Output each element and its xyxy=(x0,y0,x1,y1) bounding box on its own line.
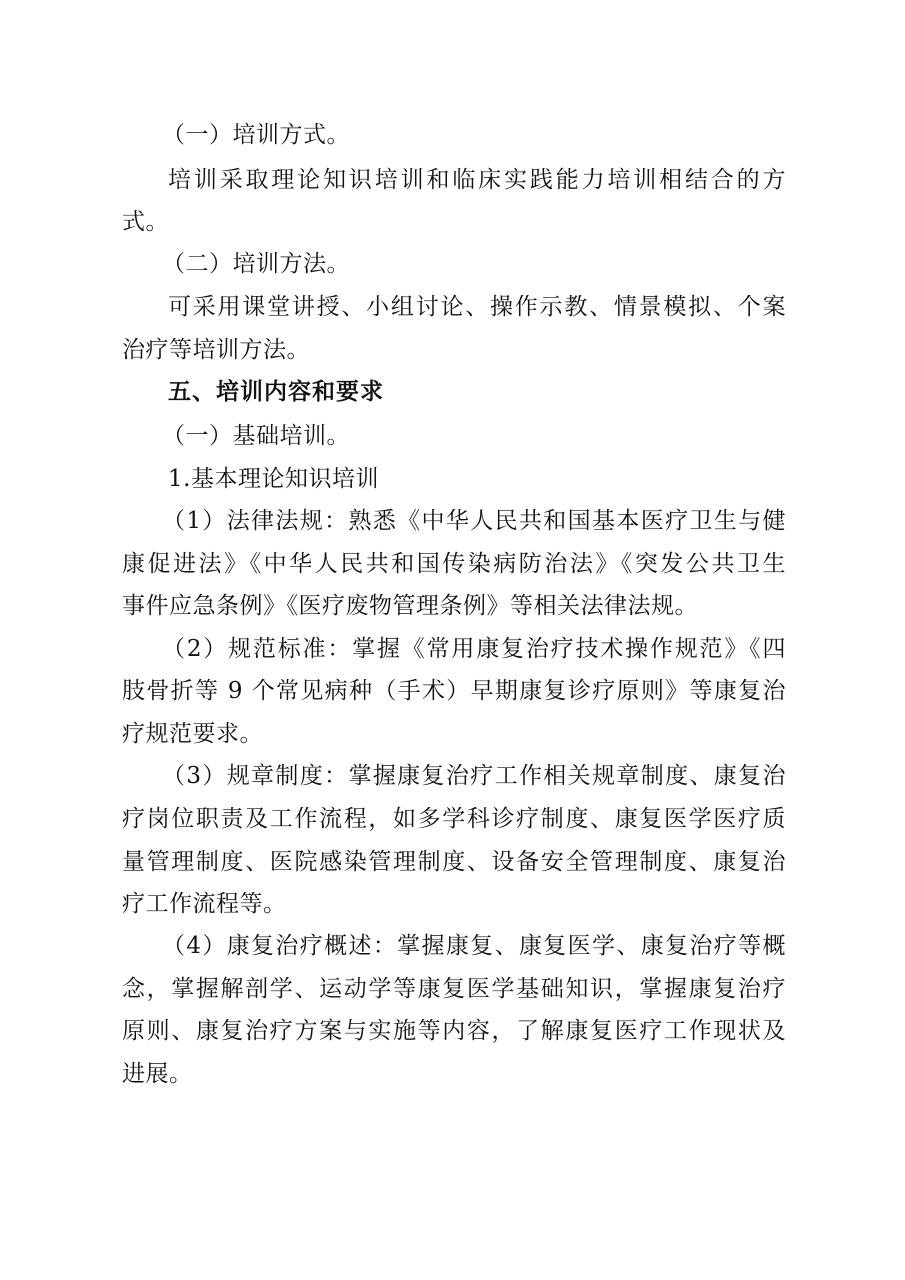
numbered-heading: 1.基本理论知识培训 xyxy=(168,466,379,492)
section-heading: 五、培训内容和要求 xyxy=(168,379,384,405)
paragraph-line: 进展。 xyxy=(122,1061,193,1087)
paragraph-line: 康促进法》《中华人民共和国传染病防治法》《突发公共卫生 xyxy=(122,551,786,577)
paragraph-line: 可采用课堂讲授、小组讨论、操作示教、情景模拟、个案 xyxy=(168,294,786,320)
paragraph-line: （1）法律法规：熟悉《中华人民共和国基本医疗卫生与健 xyxy=(162,508,786,534)
paragraph-line: 量管理制度、医院感染管理制度、设备安全管理制度、康复治 xyxy=(122,849,786,875)
paragraph-line: 疗工作流程等。 xyxy=(122,891,287,917)
paragraph-line: （2）规范标准：掌握《常用康复治疗技术操作规范》《四 xyxy=(162,636,786,662)
paragraph-line: 肢骨折等 9 个常见病种（手术）早期康复诊疗原则》等康复治 xyxy=(122,678,786,704)
paragraph-line: 疗岗位职责及工作流程，如多学科诊疗制度、康复医学医疗质 xyxy=(122,806,786,832)
paragraph-line: （3）规章制度：掌握康复治疗工作相关规章制度、康复治 xyxy=(162,763,786,789)
paragraph-line: 念，掌握解剖学、运动学等康复医学基础知识，掌握康复治疗 xyxy=(122,976,786,1002)
subheading-training-method: （二）培训方法。 xyxy=(162,251,350,277)
subheading-basic-training: （一）基础培训。 xyxy=(162,423,350,449)
paragraph-line: 培训采取理论知识培训和临床实践能力培训相结合的方 xyxy=(168,167,786,193)
paragraph-line: （4）康复治疗概述：掌握康复、康复医学、康复治疗等概 xyxy=(162,933,786,959)
paragraph-line: 治疗等培训方法。 xyxy=(122,337,310,363)
subheading-training-mode: （一）培训方式。 xyxy=(162,122,350,148)
paragraph-line: 疗规范要求。 xyxy=(122,721,263,747)
paragraph-line: 式。 xyxy=(122,209,169,235)
paragraph-line: 事件应急条例》《医疗废物管理条例》等相关法律法规。 xyxy=(122,593,698,619)
paragraph-line: 原则、康复治疗方案与实施等内容，了解康复医疗工作现状及 xyxy=(122,1018,786,1044)
